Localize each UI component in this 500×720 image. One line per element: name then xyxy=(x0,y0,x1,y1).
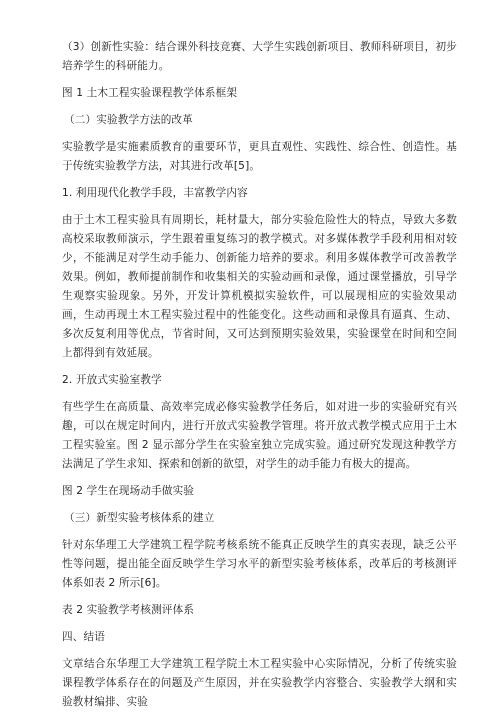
figure-1-caption: 图 1 土木工程实验课程教学体系框架 xyxy=(62,87,238,99)
figure-2-caption: 图 2 学生在现场动手做实验 xyxy=(62,485,195,497)
assessment-paragraph: 针对东华理工大学建筑工程学院考核系统不能真正反映学生的真实表现，缺乏公平性等问题，提出能全面反映学生学习水平的新型实验考核体系，改革后的考核测评体系如表 2 所示[6]。 xyxy=(62,539,457,589)
section-assessment-system: （三）新型实验考核体系的建立 xyxy=(64,512,215,524)
table-2-caption: 表 2 实验教学考核测评体系 xyxy=(62,604,195,616)
open-lab-paragraph: 有些学生在高质量、高效率完成必修实验教学任务后，如对进一步的实验研究有兴趣，可以在规定时间内，进行开放式实验教学管理。将开放式教学模式应用于土木工程实验室。图 2 显示部分学生在实验室独立完成实验。通过研究发现这种教学方法满足了学生求知、探索和创新的欲望，对学生的动手能力有极大的提高。 xyxy=(62,401,457,470)
innovative-experiment-paragraph: （3）创新性实验：结合课外科技竞赛、大学生实践创新项目、教师科研项目，初步培养学生的科研能力。 xyxy=(62,41,457,72)
document-page xyxy=(62,38,457,720)
conclusion-paragraph: 文章结合东华理工大学建筑工程学院土木工程实验中心实际情况，分析了传统实验课程教学体系存在的问题及产生原因，并在实验教学内容整合、实验教学大纲和实验教材编排、实验 xyxy=(62,658,457,708)
subsection-modern-teaching-means: 1. 利用现代化教学手段，丰富教学内容 xyxy=(62,187,248,199)
subsection-open-lab-teaching: 2. 开放式实验室教学 xyxy=(62,374,162,386)
multimedia-teaching-paragraph: 由于土木工程实验具有周期长，耗材量大，部分实验危险性大的特点，导致大多数高校采取教师演示，学生跟着重复练习的教学模式。对多媒体教学手段利用相对较少，不能满足对学生动手能力、创新能力培养的要求。利用多媒体教学可改善教学效果。例如，教师提前制作和收集相关的实验动画和录像，通过课堂播放，引导学生观察实验现象。另外，开发计算机模拟实验软件，可以展现相应的实验效果动画，生动再现土木工程实验过程中的性能变化。这些动画和录像具有逼真、生动、多次反复利用等优点，节省时间，又可达到预期实验效果，实验课堂在时间和空间上都得到有效延展。 xyxy=(62,214,457,359)
teaching-method-paragraph: 实验教学是实施素质教育的重要环节，更具直观性、实践性、综合性、创造性。基于传统实验教学方法，对其进行改革[5]。 xyxy=(62,141,457,172)
section-conclusion: 四、结语 xyxy=(62,631,105,643)
section-teaching-method-reform: （二）实验教学方法的改革 xyxy=(64,114,193,126)
